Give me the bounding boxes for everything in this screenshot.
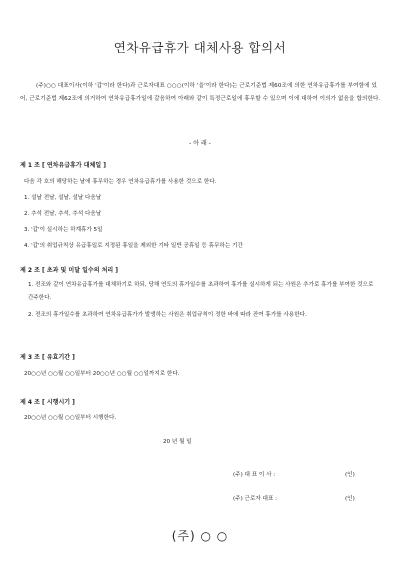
ceo-seal: (인) — [345, 472, 355, 478]
article-1-item-1: 1. 설날 전날, 설날, 설날 다음날 — [24, 195, 102, 201]
intro-paragraph: (주)○○ 대표이사(이하 '갑'이라 한다)과 근로자대표 ○○○(이하 '을'이라 한다)는 근로기준법 제60조에 의한 연차유급휴가를 부여함에 있어, 근로기준법 제62조에 의거하여 연차유급휴가일에 갈음하여 아래와 같이 특정근로일에 휴무할 수 있으며 이에 대하여 이의가 없음을 합의한다. — [20, 83, 381, 102]
article-4-heading: 제 4 조 [ 시행시기 ] — [20, 399, 75, 406]
article-2-item-1: 1. 전조와 같이 연차유급휴가를 대체하기로 하되, 당해 연도의 휴가일수를 초과하여 휴가를 실시하게 되는 사원은 추가로 휴가를 부여한 것으로 간주한다. — [28, 282, 374, 301]
article-1-lead: 다음 각 호의 해당하는 날에 휴무하는 경우 연차유급휴가를 사용한 것으로 한다. — [24, 179, 217, 185]
company-name: (주) ○ ○ — [171, 529, 229, 543]
worker-rep-signature-label: (주) 근로자 대표 : — [233, 496, 278, 502]
article-1-heading: 제 1 조 [ 연차유급휴가 대체일 ] — [20, 162, 106, 169]
article-3-heading: 제 3 조 [ 유효기간 ] — [20, 354, 75, 361]
article-4-lead: 20○○년 ○○월 ○○일부터 시행한다. — [24, 415, 117, 421]
section-marker: - 아 래 - — [189, 140, 211, 147]
article-2-heading: 제 2 조 [ 초과 및 미달 일수의 처리 ] — [20, 267, 119, 274]
document-title: 연차유급휴가 대체사용 합의서 — [113, 40, 287, 55]
article-2-item-2: 2. 전조의 휴가일수를 초과하여 연차유급휴가가 발생하는 사원은 취업규칙이 정한 바에 따라 잔여 휴가를 사용한다. — [28, 312, 307, 318]
date-line: 20 년 월 일 — [163, 439, 192, 445]
article-1-item-2: 2. 추석 전날, 추석, 추석 다음날 — [24, 211, 102, 217]
article-3-lead: 20○○년 ○○월 ○○일부터 20○○년 ○○월 ○○일까지로 한다. — [24, 371, 180, 377]
worker-rep-seal: (인) — [345, 496, 355, 502]
ceo-signature-label: (주) 대 표 이 사 : — [233, 472, 276, 478]
article-1-item-4: 4. '갑'의 취업규칙상 유급휴일로 지정된 휴일을 제외한 기타 일반 공휴일 등 휴무하는 기간 — [24, 243, 243, 249]
article-1-item-3: 3. '갑'이 실시하는 하계휴가 5일 — [24, 227, 103, 233]
